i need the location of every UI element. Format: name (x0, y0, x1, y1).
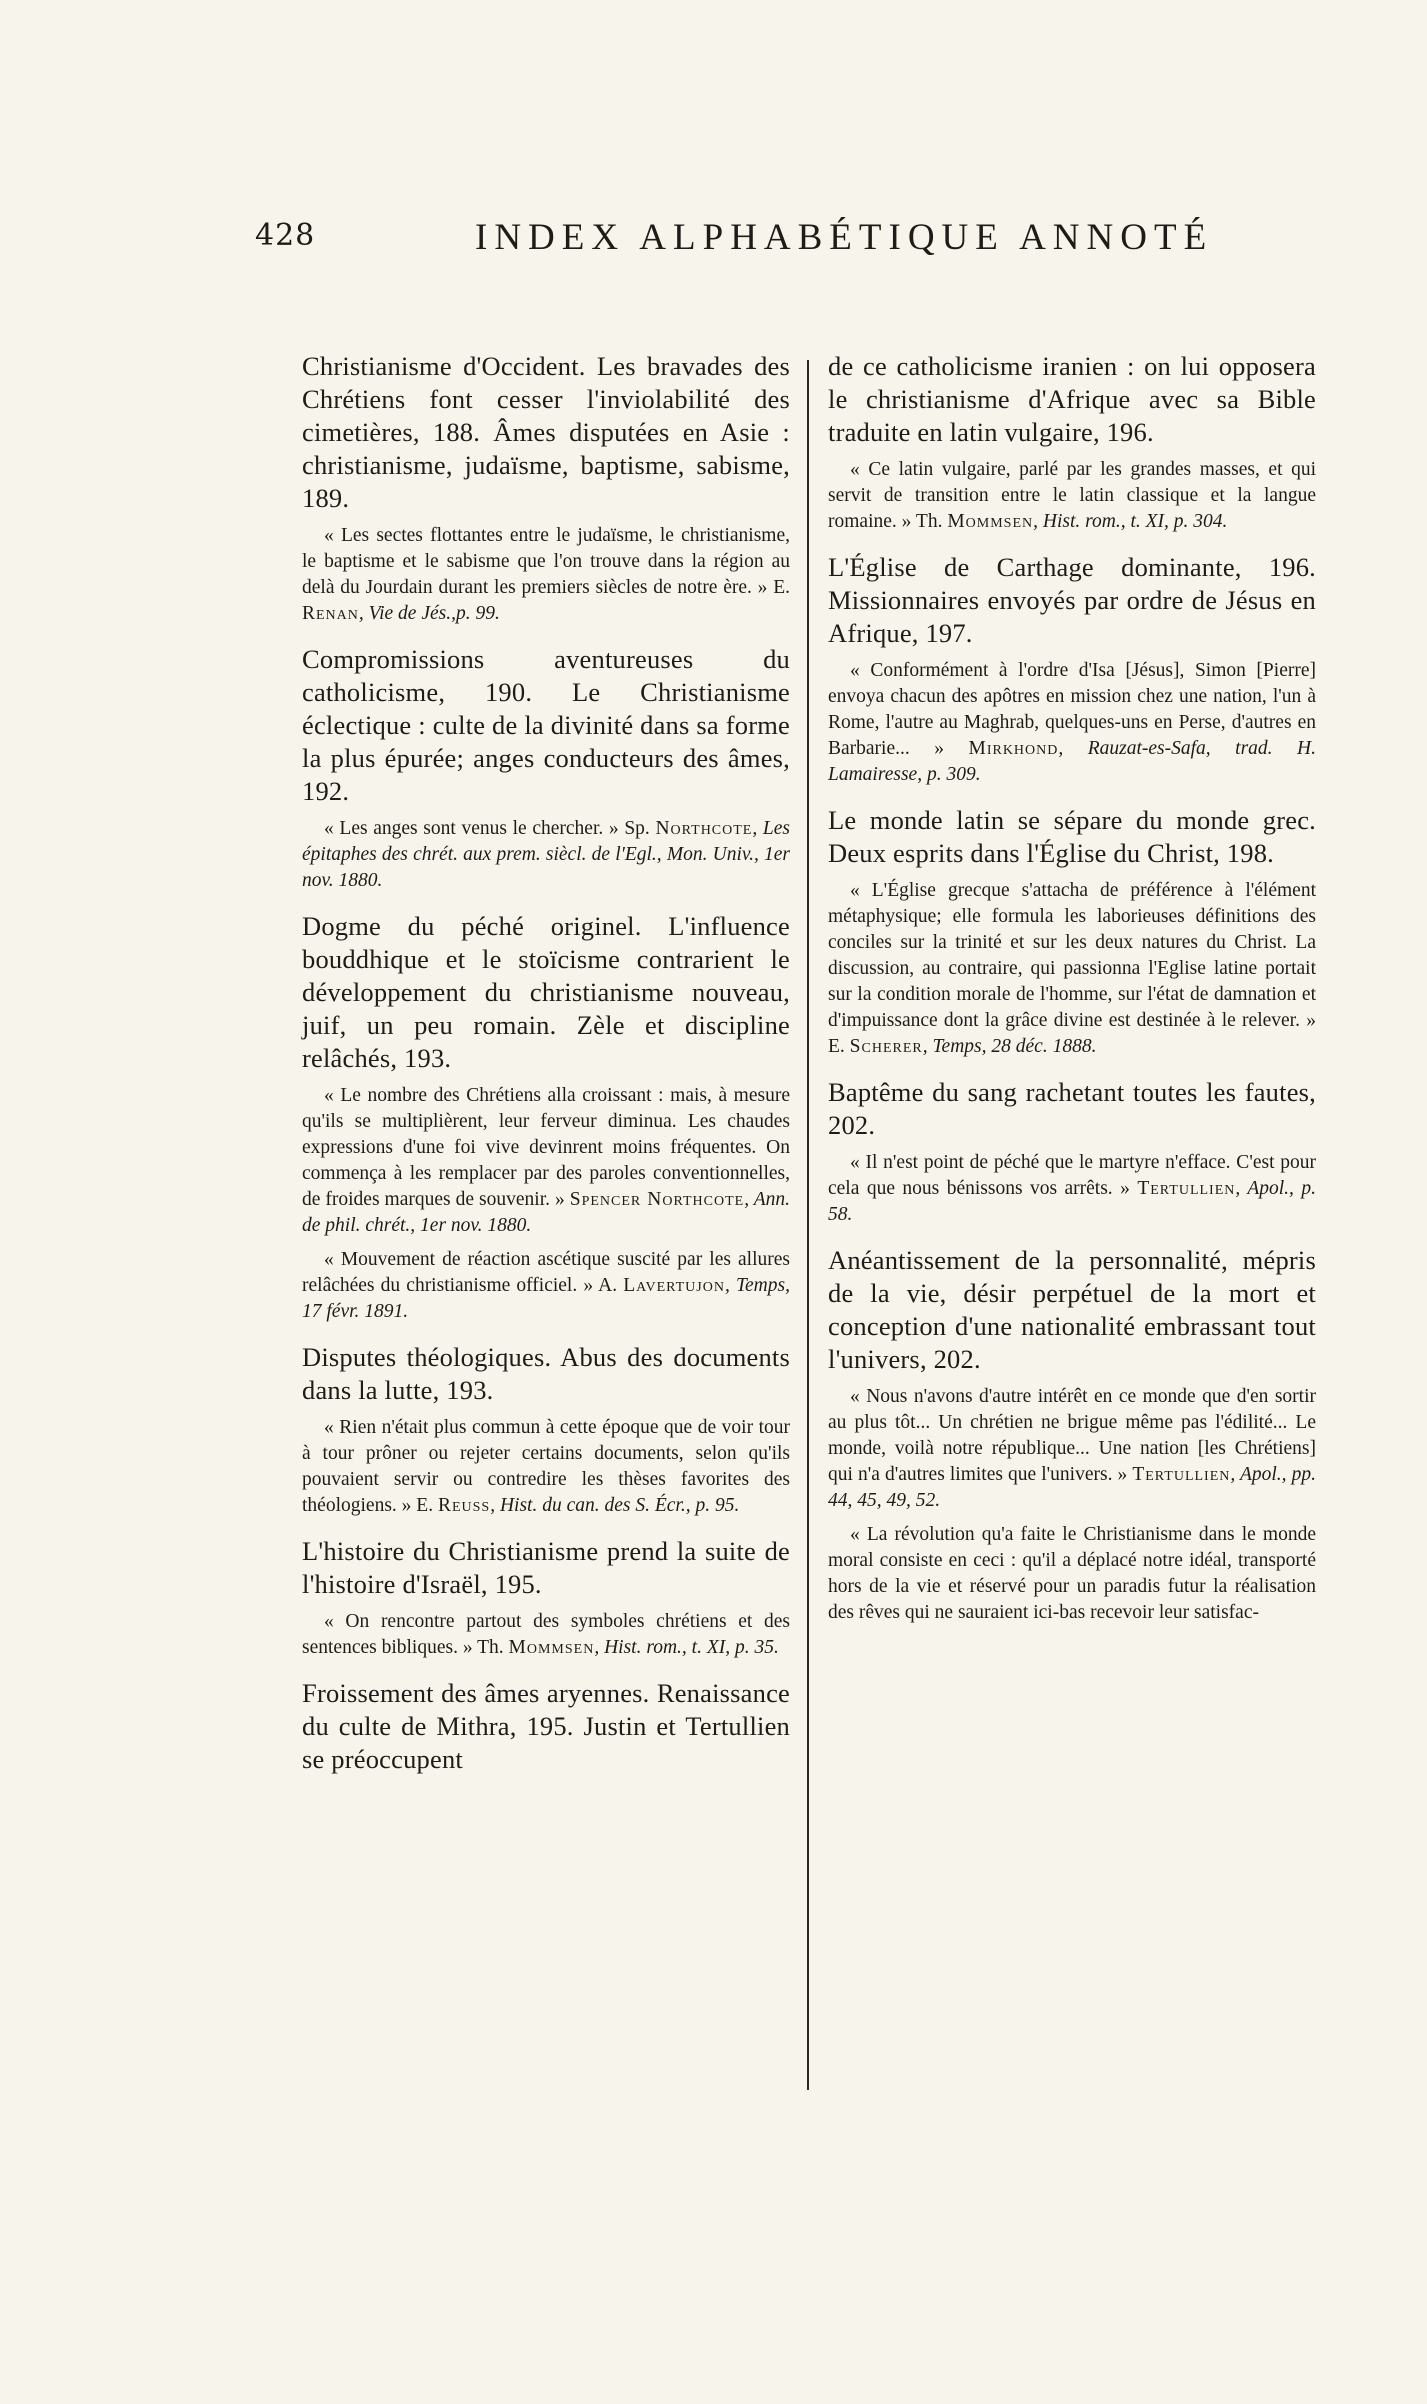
quote-reference: , Temps, 17 févr. 1891. (302, 1275, 790, 1322)
right-column (828, 350, 1316, 1642)
index-entry (828, 350, 1316, 535)
entry-text: Disputes théologiques. Abus des documents dans la lutte, 193. (302, 1342, 790, 1405)
index-entry (302, 1535, 790, 1661)
entry-quote (828, 878, 1316, 1060)
quote-reference: , Les épitaphes des chrét. aux prem. siècl. de l'Egl., Mon. Univ., 1er nov. 1880. (302, 818, 790, 891)
index-entry (828, 551, 1316, 788)
quote-author: Scherer (849, 1036, 923, 1057)
entry-quote (828, 1384, 1316, 1514)
entry-quote (828, 457, 1316, 535)
entry-text: Dogme du péché originel. L'influence bouddhique et le stoïcisme contrarient le développement du christianisme nouveau, juif, un peu romain. Zèle et discipline relâchés, 193. (302, 911, 790, 1073)
quote-text: « Ce latin vulgaire, parlé par les grandes masses, et qui servit de transition entre le latin classique et la langue romaine. » Th. (828, 459, 1316, 532)
quote-text: « Il n'est point de péché que le martyre n'efface. C'est pour cela que nous bénissons vos arrêts. » (828, 1152, 1316, 1199)
column-divider (807, 360, 809, 2090)
entry-text: Le monde latin se sépare du monde grec. Deux esprits dans l'Église du Christ, 198. (828, 805, 1316, 868)
quote-author: Mommsen (508, 1637, 595, 1658)
quote-text: « Mouvement de réaction ascétique suscité par les allures relâchées du christianisme officiel. » A. (302, 1249, 790, 1296)
quote-reference: , Ann. de phil. chrét., 1er nov. 1880. (302, 1189, 790, 1236)
index-entry (302, 350, 790, 627)
entry-quote (828, 1522, 1316, 1626)
page-header (255, 218, 1215, 262)
quote-text: « L'Église grecque s'attacha de préférence à l'élément métaphysique; elle formula les laborieuses définitions des conciles sur la trinité et sur les deux natures du Christ. La discussion, au contraire, qui passionna l'Eglise latine portait sur la condition morale de l'homme, sur l'état de damnation et d'impuissance dont la grâce divine est destinée à le relever. » E. (828, 880, 1316, 1057)
quote-reference: , Temps, 28 déc. 1888. (922, 1036, 1097, 1057)
quote-reference: , Apol., p. 58. (828, 1178, 1316, 1225)
entry-text: de ce catholicisme iranien : on lui opposera le christianisme d'Afrique avec sa Bible traduite en latin vulgaire, 196. (828, 351, 1316, 447)
index-entry (828, 804, 1316, 1060)
index-entry (302, 643, 790, 894)
quote-text: « Le nombre des Chrétiens alla croissant : mais, à mesure qu'ils se multiplièrent, leur ferveur diminua. Les chaudes expressions d'une foi vive devinrent moins fréquentes. On commença à les remplacer par des paroles conventionnelles, de froides marques de souvenir. » (302, 1085, 790, 1210)
running-title: INDEX ALPHABÉTIQUE ANNOTÉ (475, 217, 1214, 258)
entry-text: L'Église de Carthage dominante, 196. Missionnaires envoyés par ordre de Jésus en Afrique, 197. (828, 552, 1316, 648)
index-entry (828, 1244, 1316, 1626)
quote-reference: , Apol., pp. 44, 45, 49, 52. (828, 1464, 1316, 1511)
entry-quote (828, 658, 1316, 788)
entry-text: L'histoire du Christianisme prend la suite de l'histoire d'Israël, 195. (302, 1536, 790, 1599)
entry-text: Anéantissement de la personnalité, mépris de la vie, désir perpétuel de la mort et conception d'une nationalité embrassant tout l'univers, 202. (828, 1245, 1316, 1374)
entry-quote (302, 1415, 790, 1519)
entry-quote (828, 1150, 1316, 1228)
left-column (302, 350, 790, 1792)
quote-text: « Les sectes flottantes entre le judaïsme, le christianisme, le baptisme et le sabisme que l'on trouve dans la région au delà du Jourdain durant les premiers siècles de notre ère. » E. (302, 525, 790, 598)
quote-reference: , Hist. rom., t. XI, p. 304. (1033, 511, 1228, 532)
entry-quote (302, 816, 790, 894)
entry-quote (302, 1609, 790, 1661)
index-entry (302, 1677, 790, 1776)
quote-author: Tertullien (1137, 1178, 1236, 1199)
index-entry (828, 1076, 1316, 1228)
quote-text: « Rien n'était plus commun à cette époque que de voir tour à tour prôner ou rejeter certains documents, selon qu'ils pouvaient servir ou contredire les thèses favorites des théologiens. » E. (302, 1417, 790, 1516)
quote-author: Tertullien (1132, 1464, 1231, 1485)
index-entry (302, 1341, 790, 1519)
quote-author: Reuss (437, 1495, 491, 1516)
quote-text: « Nous n'avons d'autre intérêt en ce monde que d'en sortir au plus tôt... Un chrétien ne brigue même pas l'édilité... Le monde, voilà notre république... Une nation [les Chrétiens] qui n'a d'autres limites que l'univers. » (828, 1386, 1316, 1485)
quote-text: « Les anges sont venus le chercher. » Sp. (324, 818, 656, 839)
entry-quote (302, 523, 790, 627)
quote-reference: , Rauzat-es-Safa, trad. H. Lamairesse, p. 309. (828, 738, 1316, 785)
quote-text: « La révolution qu'a faite le Christianisme dans le monde moral consiste en ceci : qu'il a déplacé notre idéal, transporté hors de la vie et réservé pour un paradis futur la réalisation des rêves qui ne sauraient ici-bas recevoir leur satisfac- (828, 1524, 1316, 1623)
quote-author: Spencer Northcote (569, 1189, 745, 1210)
quote-author: Mommsen (947, 511, 1034, 532)
entry-text: Baptême du sang rachetant toutes les fautes, 202. (828, 1077, 1316, 1140)
quote-text: « On rencontre partout des symboles chrétiens et des sentences bibliques. » Th. (302, 1611, 790, 1658)
quote-author: Lavertujon (623, 1275, 725, 1296)
entry-text: Compromissions aventureuses du catholicisme, 190. Le Christianisme éclectique : culte de la divinité dans sa forme la plus épurée; anges conducteurs des âmes, 192. (302, 644, 790, 806)
quote-text: « Conformément à l'ordre d'Isa [Jésus], Simon [Pierre] envoya chacun des apôtres en mission chez une nation, l'un à Rome, l'autre au Maghrab, quelques-uns en Perse, d'autres en Barbarie... » (828, 660, 1316, 759)
quote-author: Renan (302, 603, 359, 624)
entry-text: Froissement des âmes aryennes. Renaissance du culte de Mithra, 195. Justin et Tertullien se préoccupent (302, 1678, 790, 1774)
quote-reference: , Hist. du can. des S. Écr., p. 95. (490, 1495, 740, 1516)
quote-author: Mirkhond (968, 738, 1059, 759)
quote-reference: , Vie de Jés.,p. 99. (358, 603, 500, 624)
quote-author: Northcote (655, 818, 753, 839)
page-number: 428 (255, 218, 316, 253)
index-entry (302, 910, 790, 1325)
entry-quote (302, 1083, 790, 1239)
entry-quote (302, 1247, 790, 1325)
entry-text: Christianisme d'Occident. Les bravades des Chrétiens font cesser l'inviolabilité des cimetières, 188. Âmes disputées en Asie : christianisme, judaïsme, baptisme, sabisme, 189. (302, 351, 790, 513)
quote-reference: , Hist. rom., t. XI, p. 35. (594, 1637, 779, 1658)
